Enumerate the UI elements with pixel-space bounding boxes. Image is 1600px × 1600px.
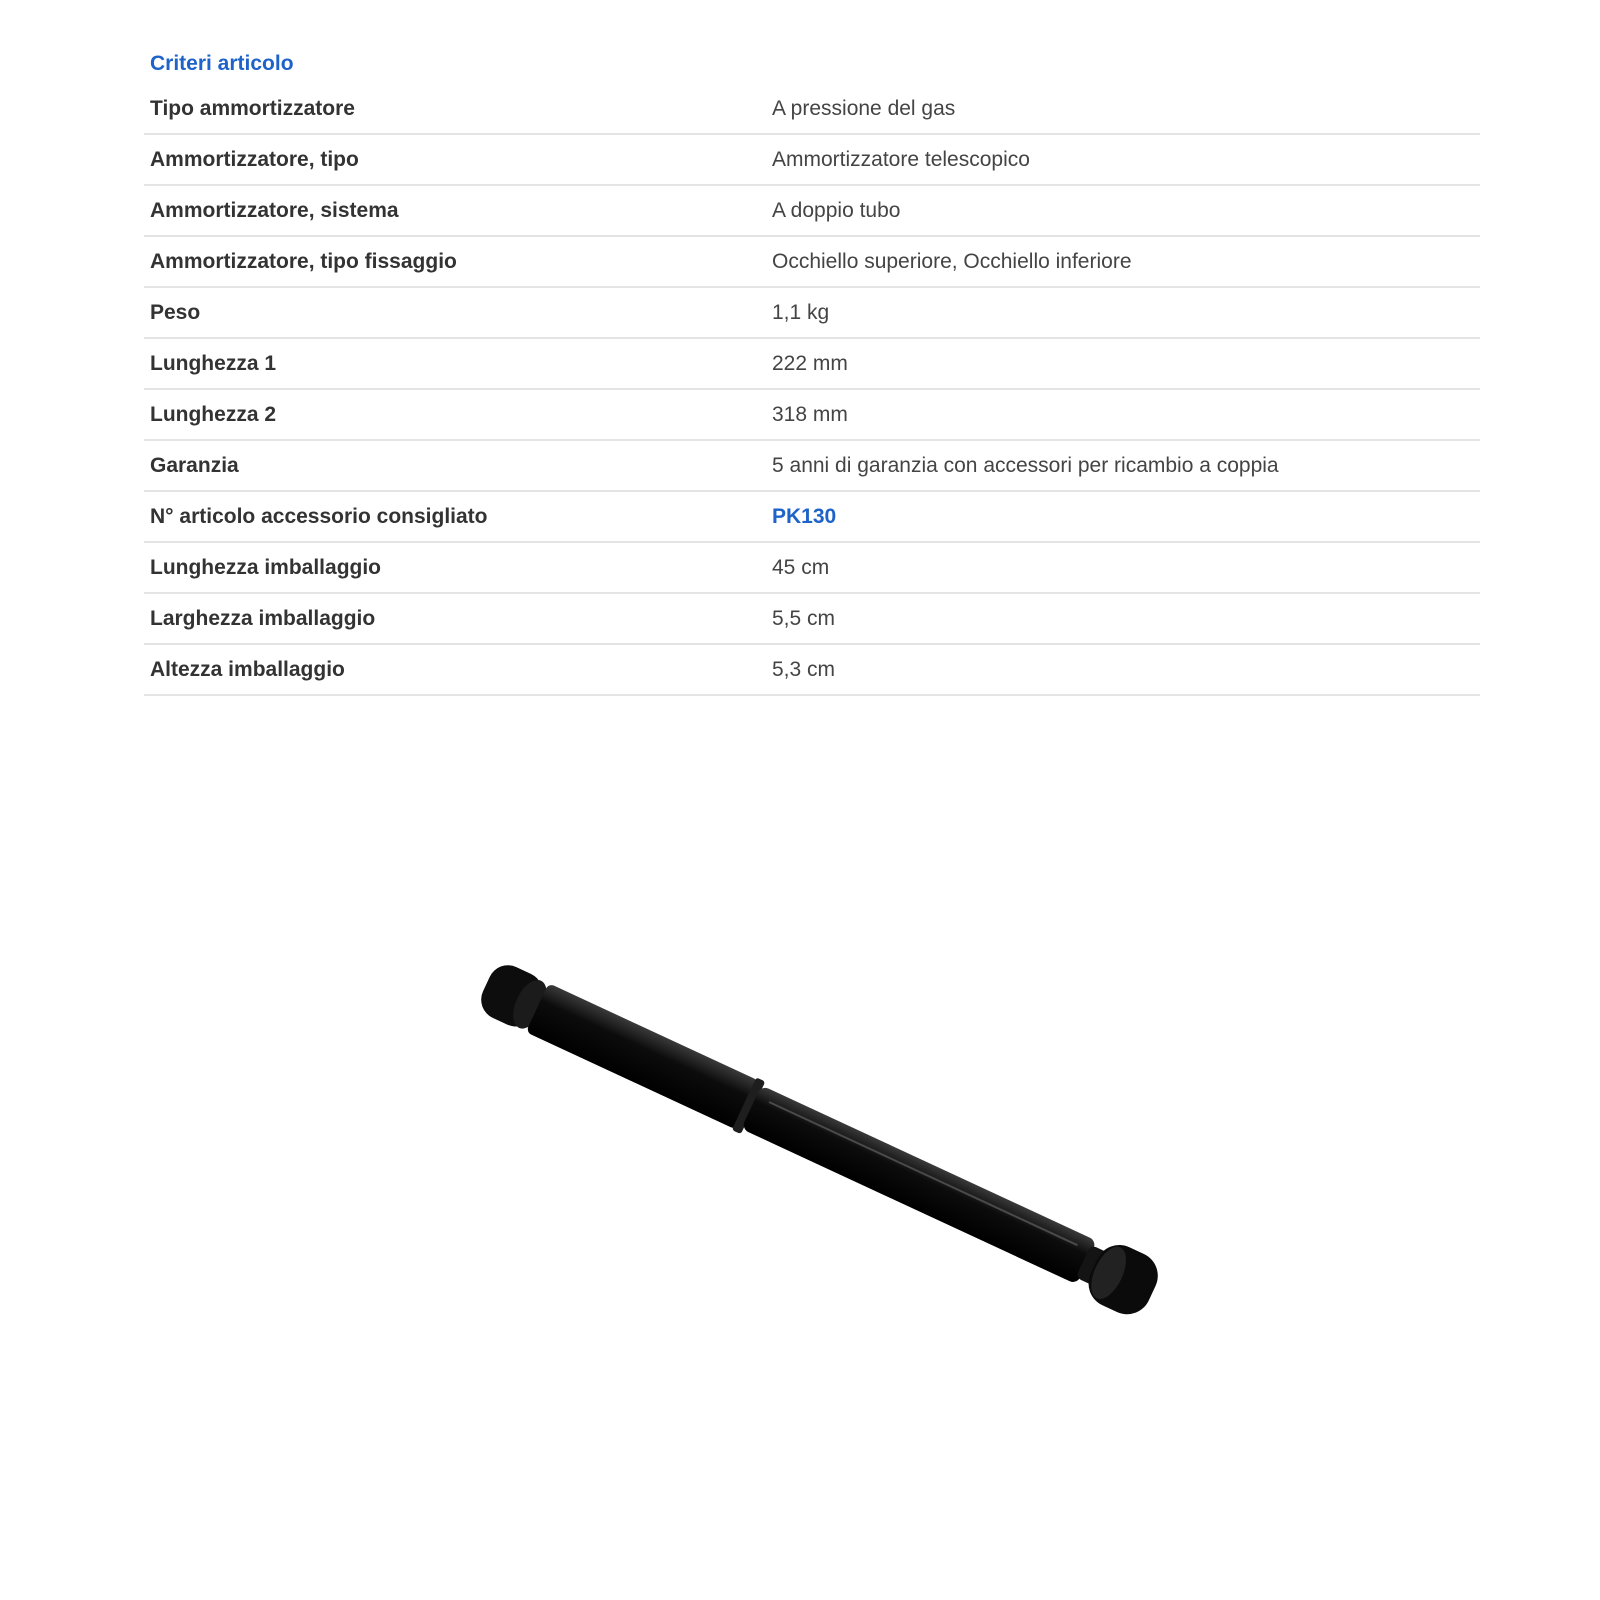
table-row xyxy=(144,134,1480,185)
criteria-value: 5,3 cm xyxy=(766,644,1480,695)
criteria-label: Ammortizzatore, tipo fissaggio xyxy=(144,236,766,287)
criteria-label: Ammortizzatore, tipo xyxy=(144,134,766,185)
table-row xyxy=(144,84,1480,134)
criteria-value: 1,1 kg xyxy=(766,287,1480,338)
table-row xyxy=(144,440,1480,491)
table-row xyxy=(144,542,1480,593)
criteria-label: Altezza imballaggio xyxy=(144,644,766,695)
lower-tube xyxy=(741,1085,1097,1284)
criteria-value-cell xyxy=(766,491,1480,542)
criteria-value: 318 mm xyxy=(766,389,1480,440)
criteria-label: Ammortizzatore, sistema xyxy=(144,185,766,236)
criteria-label: Larghezza imballaggio xyxy=(144,593,766,644)
table-row xyxy=(144,338,1480,389)
table-row xyxy=(144,236,1480,287)
criteria-label: Peso xyxy=(144,287,766,338)
item-criteria-section xyxy=(144,44,1480,696)
table-row xyxy=(144,185,1480,236)
upper-tube xyxy=(526,983,759,1130)
criteria-value: 222 mm xyxy=(766,338,1480,389)
criteria-label: Tipo ammortizzatore xyxy=(144,84,766,134)
criteria-label: Lunghezza 1 xyxy=(144,338,766,389)
product-image xyxy=(470,960,1190,1340)
criteria-value: A pressione del gas xyxy=(766,84,1480,134)
criteria-value: 5,5 cm xyxy=(766,593,1480,644)
shock-absorber-illustration xyxy=(470,960,1190,1340)
criteria-label: Lunghezza imballaggio xyxy=(144,542,766,593)
table-row xyxy=(144,593,1480,644)
section-title: Criteri articolo xyxy=(150,52,294,75)
criteria-value: 5 anni di garanzia con accessori per ricambio a coppia xyxy=(766,440,1480,491)
criteria-value: 45 cm xyxy=(766,542,1480,593)
criteria-value: A doppio tubo xyxy=(766,185,1480,236)
criteria-label: N° articolo accessorio consigliato xyxy=(144,491,766,542)
table-row xyxy=(144,287,1480,338)
table-row xyxy=(144,389,1480,440)
criteria-label: Lunghezza 2 xyxy=(144,389,766,440)
criteria-value: Occhiello superiore, Occhiello inferiore xyxy=(766,236,1480,287)
criteria-table xyxy=(144,84,1480,696)
accessory-article-link[interactable]: PK130 xyxy=(772,504,837,528)
criteria-value: Ammortizzatore telescopico xyxy=(766,134,1480,185)
table-row xyxy=(144,644,1480,695)
table-row xyxy=(144,491,1480,542)
criteria-label: Garanzia xyxy=(144,440,766,491)
